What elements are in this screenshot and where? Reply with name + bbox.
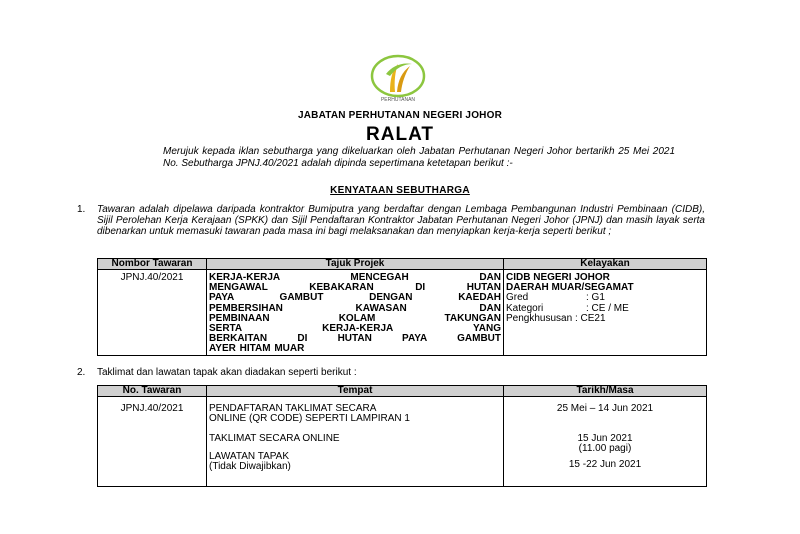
tarikh-taklimat: 15 Jun 2021 (577, 433, 633, 444)
logo-text: PERHUTANAN (380, 97, 416, 103)
tarikh-lawatan: 15 -22 Jun 2021 (568, 459, 642, 470)
table-row (98, 397, 707, 487)
perhutanan-logo (364, 54, 432, 104)
kelayakan-cidb: CIDB NEGERI JOHOR (506, 272, 610, 283)
cell-tarikh (504, 397, 707, 487)
tempat-taklimat: TAKLIMAT SECARA ONLINE (209, 433, 340, 444)
header-tajuk: Tajuk Projek (207, 259, 504, 270)
gred-value: : G1 (586, 292, 605, 304)
table-header-row (98, 386, 707, 397)
tajuk-line: PEMBINAAN KOLAM TAKUNGAN (209, 312, 501, 324)
kelayakan-pengkhususan: Pengkhususan : CE21 (506, 312, 606, 324)
item-2-number: 2. (77, 367, 86, 378)
header-tarikh: Tarikh/Masa (504, 386, 707, 397)
header-nombor: Nombor Tawaran (98, 259, 207, 270)
tarikh-pendaftaran: 25 Mei – 14 Jun 2021 (556, 403, 654, 414)
tajuk-line: AYER HITAM MUAR (209, 343, 305, 355)
header-kelayakan: Kelayakan (504, 259, 707, 270)
gred-label: Gred (506, 292, 529, 304)
cell-tajuk (207, 270, 504, 356)
cell-kelayakan (504, 270, 707, 356)
kategori-label: Kategori (506, 302, 544, 314)
table-header-row (98, 259, 707, 270)
table-row (98, 270, 707, 356)
cell-tempat (207, 397, 504, 487)
tempat-pendaftaran-2: ONLINE (QR CODE) SEPERTI LAMPIRAN 1 (209, 413, 410, 424)
kelayakan-daerah: DAERAH MUAR/SEGAMAT (506, 282, 634, 294)
tempat-pendaftaran-1: PENDAFTARAN TAKLIMAT SECARA (209, 403, 377, 414)
kenyataan-heading: KENYATAAN SEBUTHARGA (330, 185, 470, 196)
tajuk-line: MENGAWAL KEBAKARAN DI HUTAN (209, 282, 501, 294)
item-1-number: 1. (77, 204, 86, 215)
tajuk-line: PAYA GAMBUT DENGAN KAEDAH (209, 292, 501, 304)
header-no-tawaran: No. Tawaran (98, 386, 207, 397)
item-1-text: Tawaran adalah dipelawa daripada kontraktor Bumiputra yang berdaftar dengan Lembaga Pembangunan Industri Pembinaan (CIDB), Sijil Perolehan Kerja Kerajaan (SPKK) dan Sijil Pendaftaran Kontraktor Jabatan Perhutanan Negeri Johor (JPNJ) dan masih layak serta dibenarkan untuk memasuki tawaran pada masa ini bagi melaksanakan dan menyiapkan kerja-kerja seperti berikut ; (97, 204, 705, 237)
tempat-lawatan-note: (Tidak Diwajibkan) (209, 461, 291, 472)
briefing-table (97, 385, 707, 487)
cell-no-tawaran: JPNJ.40/2021 (98, 397, 207, 487)
department-name: JABATAN PERHUTANAN NEGERI JOHOR (298, 110, 502, 121)
intro-paragraph: Merujuk kepada iklan sebutharga yang dikeluarkan oleh Jabatan Perhutanan Negeri Johor bertarikh 25 Mei 2021 No. Sebutharga JPNJ.40/2021 adalah dipinda sepertimana ketetapan berikut :- (163, 146, 675, 169)
tarikh-taklimat-masa: (11.00 pagi) (578, 443, 632, 454)
kategori-value: : CE / ME (586, 302, 629, 314)
tajuk-line: KERJA-KERJA MENCEGAH DAN (209, 272, 501, 283)
tajuk-line: PEMBERSIHAN KAWASAN DAN (209, 302, 501, 314)
project-table (97, 258, 707, 356)
header-tempat: Tempat (207, 386, 504, 397)
page-title: RALAT (366, 124, 434, 145)
logo-graphic (364, 54, 432, 104)
tajuk-line: SERTA KERJA-KERJA YANG (209, 323, 501, 335)
cell-nombor: JPNJ.40/2021 (98, 270, 207, 356)
tajuk-line: BERKAITAN DI HUTAN PAYA GAMBUT (209, 333, 501, 345)
tempat-lawatan: LAWATAN TAPAK (209, 451, 290, 462)
item-2-text: Taklimat dan lawatan tapak akan diadakan seperti berikut : (97, 367, 357, 378)
